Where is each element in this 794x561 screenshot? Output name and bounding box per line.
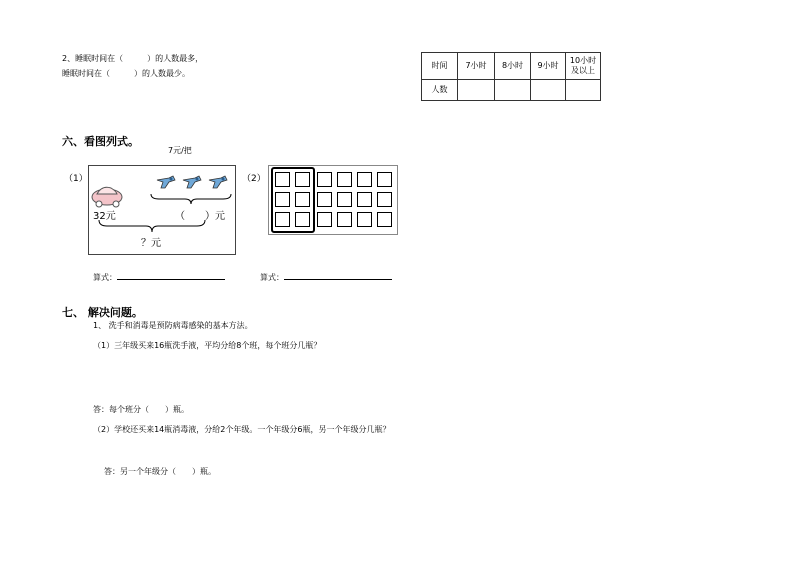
- square: [275, 192, 290, 207]
- square: [295, 212, 310, 227]
- formula-label: 算式：: [260, 273, 284, 282]
- square: [357, 172, 372, 187]
- square: [357, 192, 372, 207]
- formula-2: [260, 271, 392, 283]
- square: [377, 192, 392, 207]
- formula-1: [93, 271, 225, 283]
- fig1-label: （1）: [64, 174, 88, 184]
- table-cell: [531, 80, 566, 101]
- table-cell: [495, 80, 531, 101]
- square: [317, 172, 332, 187]
- figure-2: [268, 165, 398, 235]
- table-header-cell: 时间: [422, 53, 458, 80]
- square: [357, 212, 372, 227]
- section6-title: 六、看图列式。: [62, 135, 139, 148]
- total-brace: [97, 218, 207, 234]
- price-label: 7元/把: [168, 146, 192, 155]
- square: [317, 192, 332, 207]
- table-header-cell: 8小时: [495, 53, 531, 80]
- square: [295, 192, 310, 207]
- question-2: （2）学校还买来14瓶消毒液，分给2个年级。一个年级分6瓶，另一个年级分几瓶？: [93, 425, 391, 434]
- section7-intro: 1、 洗手和消毒是预防病毒感染的基本方法。: [93, 321, 253, 330]
- square: [337, 212, 352, 227]
- total-price: ？元: [141, 238, 161, 249]
- toy-car-icon: [89, 182, 125, 208]
- table-header-cell: 10小时及以上: [566, 53, 601, 80]
- square: [295, 172, 310, 187]
- square: [337, 192, 352, 207]
- answer-line: [117, 271, 225, 280]
- answer-line: [284, 271, 392, 280]
- table-cell: [566, 80, 601, 101]
- square: [275, 172, 290, 187]
- sleep-table: [421, 52, 601, 101]
- figure-1: [88, 165, 236, 255]
- table-header-cell: 7小时: [458, 53, 495, 80]
- water-gun-icon: [207, 174, 229, 190]
- question-1: （1）三年级买来16瓶洗手液，平均分给8个班，每个班分几瓶？: [93, 341, 322, 350]
- square: [275, 212, 290, 227]
- guns-brace: [149, 192, 233, 206]
- q2-line2: 睡眠时间在（ ）的人数最少。: [62, 69, 190, 78]
- fig2-label: （2）: [242, 174, 266, 184]
- table-row-label: 人数: [422, 80, 458, 101]
- section7-title: 七、 解决问题。: [62, 306, 143, 319]
- water-gun-icon: [181, 174, 203, 190]
- square: [317, 212, 332, 227]
- square: [377, 172, 392, 187]
- table-cell: [458, 80, 495, 101]
- table-header-cell: 9小时: [531, 53, 566, 80]
- formula-label: 算式：: [93, 273, 117, 282]
- water-gun-icon: [155, 174, 177, 190]
- car-price: 32元: [93, 211, 116, 222]
- square: [377, 212, 392, 227]
- answer-1: 答：每个班分（ ）瓶。: [93, 405, 189, 414]
- q2-line1: 2、睡眠时间在（ ）的人数最多，: [62, 54, 204, 63]
- guns-blank: （ ）元: [175, 211, 225, 222]
- answer-2: 答：另一个年级分（ ）瓶。: [104, 467, 216, 476]
- square: [337, 172, 352, 187]
